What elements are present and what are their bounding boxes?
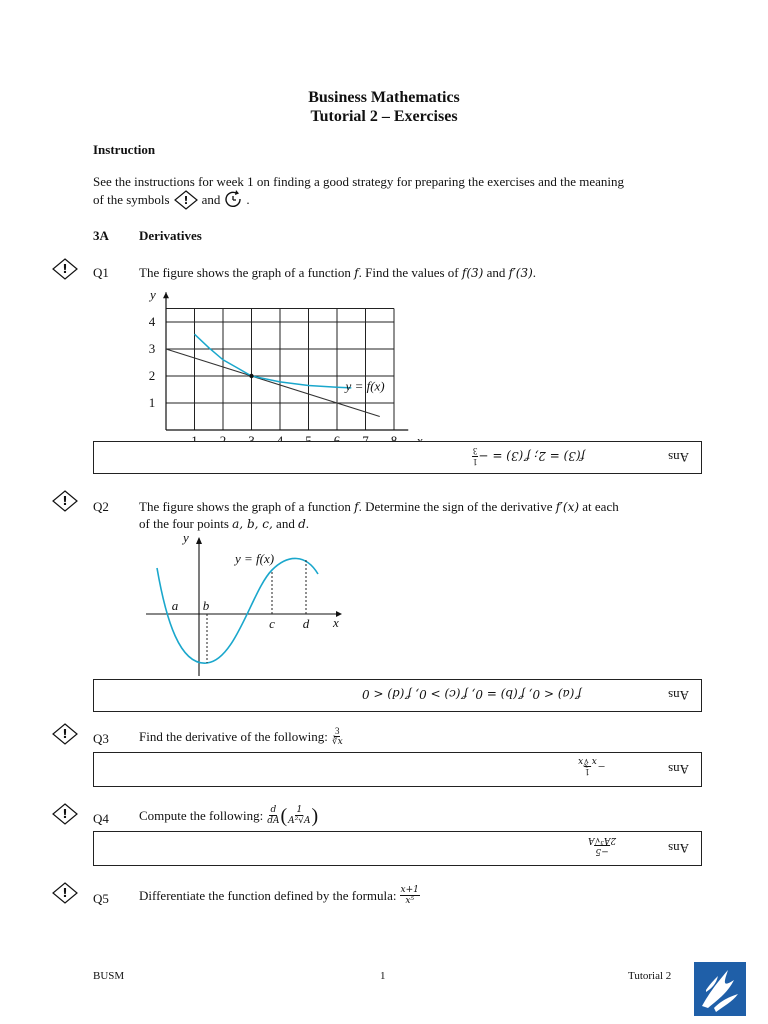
q1-warning-icon (52, 258, 78, 280)
y-tick-label: 1 (148, 395, 156, 410)
q1-answer-text: f(3) = 2; f′(3) = − (478, 449, 586, 464)
q1-answer-box (93, 441, 702, 474)
q1-text-part1: The figure shows the graph of a function (139, 265, 351, 280)
q5-warning-icon (52, 882, 78, 904)
q2-text-f: f (354, 500, 359, 514)
q2-label: Q2 (93, 499, 109, 514)
q3-answer (577, 756, 605, 777)
svg-text:!: ! (62, 886, 68, 900)
q2-answer-box (93, 679, 702, 712)
q3-text (139, 726, 344, 747)
y-axis-arrow (163, 292, 169, 298)
svg-text:!: ! (62, 807, 68, 821)
q1-chart (140, 280, 430, 440)
point-label-d: d (302, 616, 310, 631)
svg-text:!: ! (62, 262, 68, 276)
section-number: 3A (93, 228, 109, 243)
q4-warning-icon (52, 803, 78, 825)
q5-text-part1: Differentiate the function defined by the formula: (139, 887, 397, 903)
curve-label: y = f(x) (235, 551, 275, 566)
y-tick-label: 3 (148, 341, 156, 356)
q1-text-f: f (354, 266, 359, 280)
q4-expr-inner-num: 1 (296, 805, 303, 815)
q1-answer-frac-den: 3 (473, 446, 478, 456)
instruction-heading: Instruction (93, 142, 156, 157)
q3-answer-box (93, 752, 702, 787)
q4-answer-box (93, 831, 702, 866)
footer-course-code: BUSM (93, 970, 125, 982)
section-title: Derivatives (139, 228, 202, 243)
q2-text-line2-part1: of the four points (139, 516, 229, 531)
q4-answer-label: Ans (668, 841, 689, 856)
x-axis-label: x (333, 615, 339, 630)
q4-derivative-operator (266, 805, 280, 826)
q3-text-part1: Find the derivative of the following: (139, 728, 328, 744)
q3-answer-label: Ans (668, 762, 689, 777)
q5-expr-den: x⁵ (405, 896, 415, 906)
q1-text-and: and (486, 265, 506, 280)
q4-answer-num: −5 (595, 846, 609, 856)
document-title-line1: Business Mathematics (308, 89, 460, 106)
q4-expr-d-den: dA (267, 816, 280, 826)
q4-right-paren: ) (311, 804, 319, 827)
q3-answer-prefix: − (597, 759, 606, 775)
university-logo (694, 962, 746, 1020)
q5-label: Q5 (93, 891, 109, 906)
q4-text (139, 805, 318, 826)
q1-answer-label: Ans (668, 450, 689, 465)
q4-answer-den: 2A³√A (588, 835, 617, 845)
q4-text-part1: Compute the following: (139, 807, 264, 823)
q1-answer (472, 446, 585, 467)
q3-warning-icon (52, 723, 78, 745)
point-label-c: c (269, 616, 275, 631)
q1-label: Q1 (93, 265, 109, 280)
y-axis-label: y (183, 530, 189, 545)
q2-text-period: . (305, 516, 310, 531)
svg-text:!: ! (62, 727, 68, 741)
y-axis-label: y (150, 287, 156, 302)
footer-tutorial-label: Tutorial 2 (628, 970, 672, 982)
q4-expr-inner-den: A²√A (288, 816, 311, 826)
q3-expression (331, 726, 344, 747)
q1-answer-fraction (472, 446, 479, 467)
q2-answer-label: Ans (668, 688, 689, 703)
q3-expr-num: 3 (334, 726, 340, 736)
instruction-text-line2 (93, 190, 250, 210)
q3-label: Q3 (93, 731, 109, 746)
q2-point-d: d (298, 517, 306, 531)
tangent-point (249, 374, 253, 378)
q1-answer-frac-num: 1 (473, 457, 478, 467)
warning-diamond-icon (174, 190, 198, 210)
curve-f (195, 334, 352, 388)
q1-text-end: . (532, 265, 537, 280)
q2-chart (140, 530, 360, 680)
y-tick-label: 2 (148, 368, 156, 383)
clock-refresh-icon (224, 190, 244, 210)
q2-text-part1: The figure shows the graph of a function (139, 499, 351, 514)
q2-text-mid: . Determine the sign of the derivative (358, 499, 553, 514)
curve-label: y = f(x) (345, 378, 385, 394)
q3-answer-num: 1 (585, 767, 590, 777)
q2-math-fprime: f′(x) (555, 500, 580, 514)
q3-answer-fraction (577, 756, 598, 777)
q2-points: a, b, c, (232, 517, 273, 531)
q2-text-line1 (139, 499, 619, 515)
q1-math-fprime3: f′(3) (508, 266, 533, 280)
q5-expr-num: x+1 (400, 885, 419, 895)
instruction-text-line1: See the instructions for week 1 on finding a good strategy for preparing the exercises and the meaning (93, 174, 625, 189)
q4-expr-d-num: d (270, 805, 277, 815)
document-title-line2: Tutorial 2 – Exercises (310, 108, 458, 125)
q4-left-paren: ( (280, 804, 288, 827)
y-tick-label: 4 (148, 314, 156, 329)
q5-text (139, 885, 420, 906)
instruction-text-and: and (201, 192, 221, 207)
q2-warning-icon (52, 490, 78, 512)
instruction-text-period: . (246, 192, 250, 207)
q4-answer-fraction (587, 835, 617, 856)
q4-answer (587, 835, 617, 856)
q1-text-mid: . Find the values of (358, 265, 459, 280)
q1-text (139, 265, 536, 281)
q2-answer: f′(a) < 0, f′(b) = 0, f′(c) > 0, f′(d) < 0 (362, 687, 582, 701)
svg-text:!: ! (62, 494, 68, 508)
q2-text-and: and (276, 516, 295, 531)
q1-math-f3: f(3) (461, 266, 484, 280)
y-axis-arrow (196, 537, 202, 544)
instruction-text-symbols: of the symbols (93, 192, 170, 207)
curve-f (157, 558, 318, 663)
q4-label: Q4 (93, 811, 109, 826)
q4-inner-fraction (287, 805, 311, 826)
q3-answer-den: x ∛x (578, 756, 597, 766)
svg-text:!: ! (183, 194, 189, 207)
q3-expr-den: ∛x (331, 737, 343, 747)
point-label-a: a (171, 598, 179, 613)
point-label-b: b (202, 598, 210, 613)
footer-page-number: 1 (380, 970, 386, 982)
q2-text-end: at each (582, 499, 619, 514)
q5-expression (400, 885, 420, 906)
